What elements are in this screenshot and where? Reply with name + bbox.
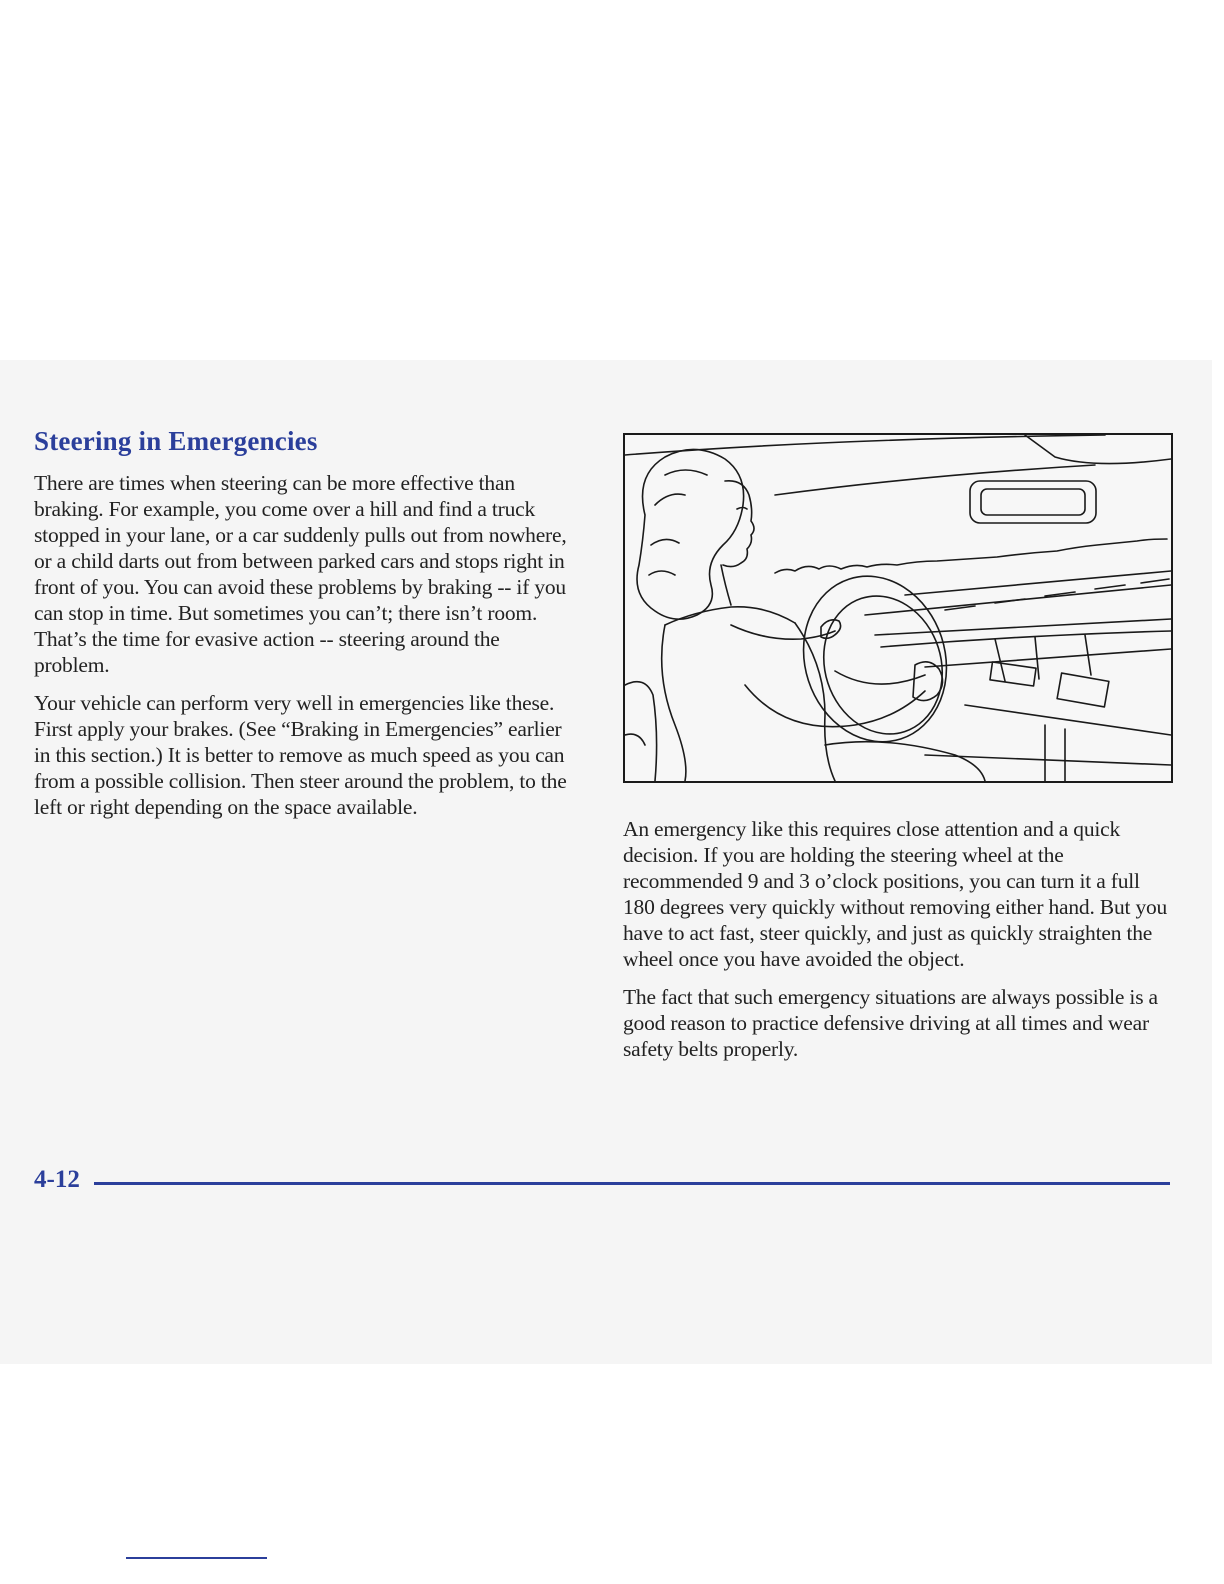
driver-arm-left — [731, 625, 835, 639]
steering-wheel-spoke — [835, 671, 925, 684]
paragraph: There are times when steering can be more effective than braking. For example, you come over a hill and find a truck stopped in your lane, or a car suddenly pulls out from nowhere, or a child darts out from between parked cars and stops right in front of you. You can avoid these problems by braking -- if you can stop in time. But sometimes you can’t; there isn’t room. That’s the time for evasive action -- steering around the problem. — [34, 471, 567, 677]
console — [1045, 725, 1065, 781]
bottom-underline — [126, 1557, 267, 1559]
seat-edge — [625, 734, 645, 745]
driver-hair-strands — [649, 470, 707, 575]
climate-control — [1057, 673, 1109, 707]
paragraph: An emergency like this requires close attention and a quick decision. If you are holding the steering wheel at the recommended 9 and 3 o’clock positions, you can turn it a full 180 degrees very quickly without removing either hand. But you have to act fast, steer quickly, and just as quickly straighten the wheel once you have avoided the object. — [623, 817, 1168, 971]
dashboard-bottom — [965, 705, 1171, 735]
windshield-frame — [625, 435, 1105, 455]
rearview-mirror-glass — [981, 489, 1085, 515]
steering-wheel-inner — [806, 581, 960, 750]
page-number: 4-12 — [34, 1166, 80, 1193]
driver-shoulder — [665, 607, 795, 625]
driver-seat — [625, 682, 657, 781]
right-column — [623, 816, 1171, 1074]
dashboard-lower — [925, 649, 1171, 667]
roof-pillar — [1025, 435, 1171, 464]
page-footer — [34, 1166, 1170, 1198]
paragraph: Your vehicle can perform very well in emergencies like these. First apply your brakes. (See “Braking in Emergencies” earlier in this section.) It is better to remove as much speed as you can from a possible collision. Then steer around the problem, to the left or right depending on the space available. — [34, 691, 567, 819]
windshield-line — [775, 465, 1095, 495]
paragraph: The fact that such emergency situations are always possible is a good reason to practice defensive driving at all times and wear safety belts properly. — [623, 985, 1158, 1061]
horizon-treeline — [775, 539, 1167, 573]
left-column — [34, 470, 574, 832]
radio-display — [990, 662, 1036, 686]
rearview-mirror — [970, 481, 1096, 523]
steering-wheel-rim — [782, 557, 967, 760]
dash-lower-edge — [925, 755, 1171, 765]
footer-rule — [94, 1182, 1170, 1185]
driver-steering-illustration — [623, 433, 1173, 783]
driver-arm-right — [745, 685, 925, 727]
driver-hand-right — [913, 662, 943, 701]
driver-neck — [721, 565, 731, 605]
driver-torso — [662, 625, 686, 781]
driver-torso-right — [795, 623, 835, 781]
road-edge — [905, 571, 1171, 595]
road-centerline — [945, 579, 1169, 610]
dashboard-edge — [881, 631, 1171, 647]
driver-lap — [825, 742, 985, 781]
road-edge-near — [865, 585, 1171, 615]
section-title: Steering in Emergencies — [34, 426, 318, 456]
